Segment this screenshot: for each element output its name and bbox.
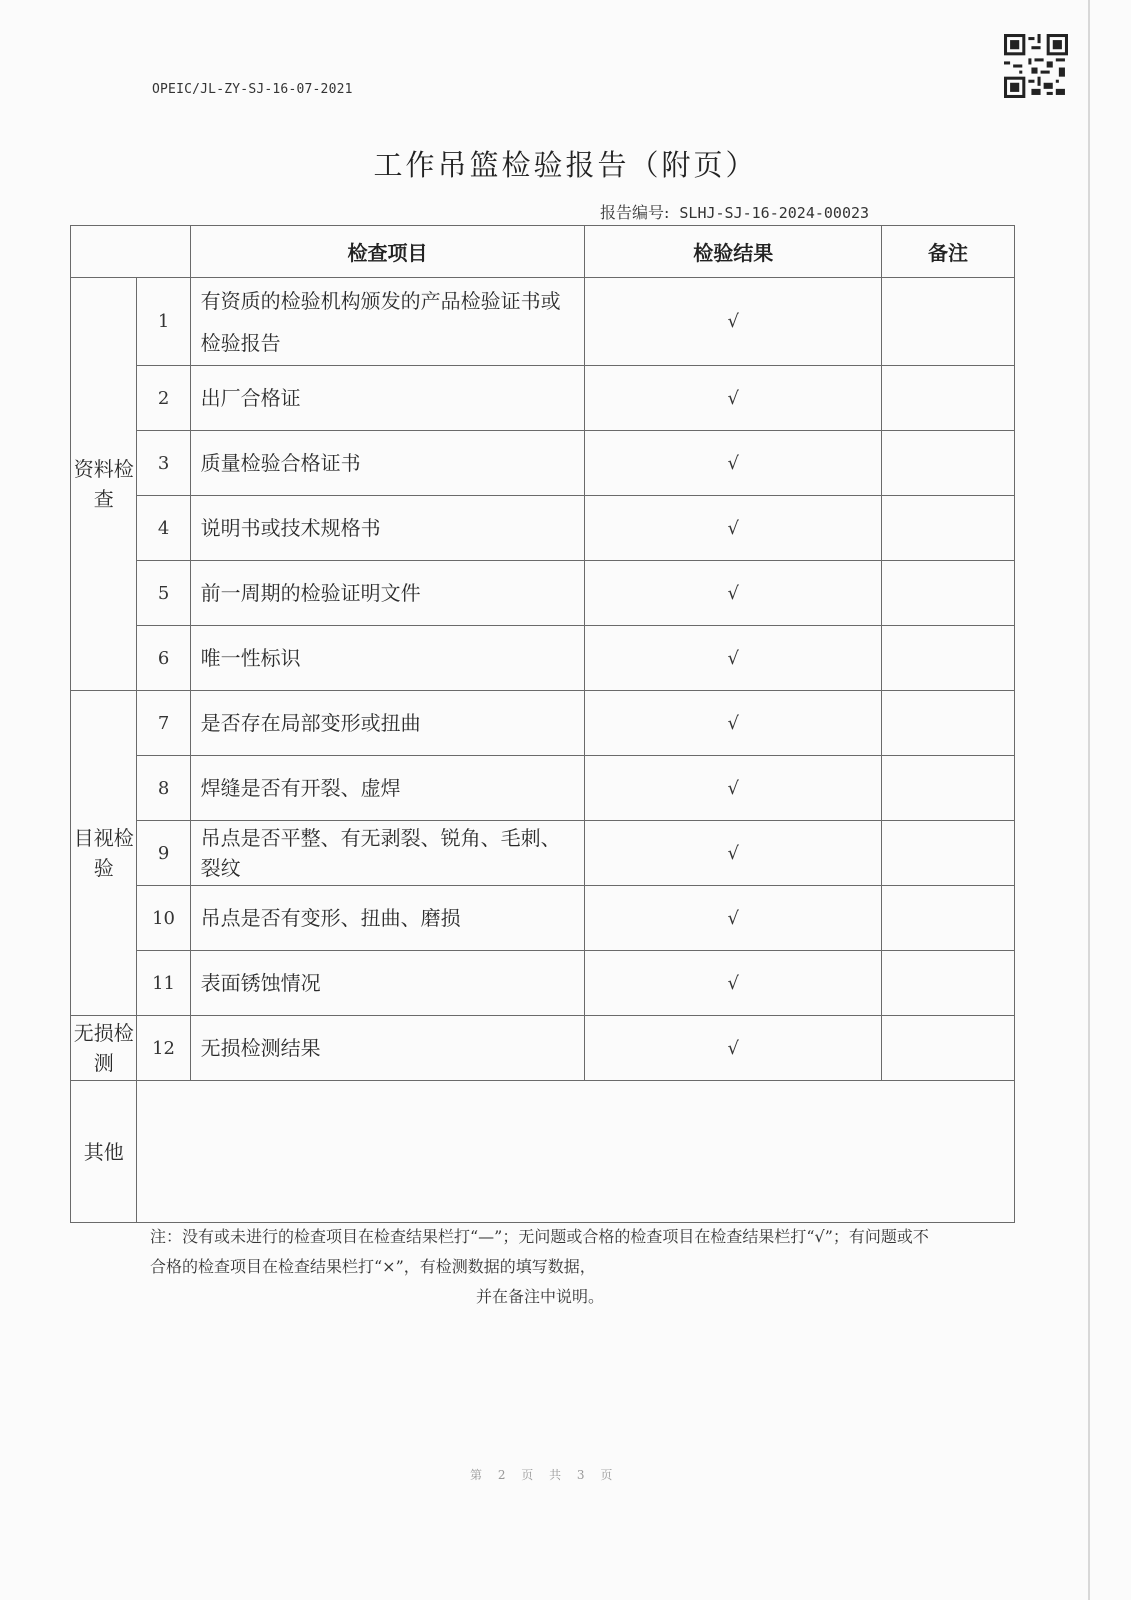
report-number	[600, 200, 869, 223]
report-number-label: 报告编号:	[600, 203, 670, 222]
row-item: 吊点是否有变形、扭曲、磨损	[190, 886, 585, 951]
row-result: √	[585, 626, 882, 691]
table-row	[71, 821, 1015, 886]
qr-code-icon	[1004, 34, 1068, 98]
row-remark	[882, 756, 1015, 821]
category-other: 其他	[71, 1081, 137, 1223]
row-remark	[882, 561, 1015, 626]
header-blank-cell	[71, 226, 191, 278]
table-row	[71, 756, 1015, 821]
row-number: 8	[137, 756, 190, 821]
footnote-text: 注：没有或未进行的检查项目在检查结果栏打“—”；无问题或合格的检查项目在检查结果栏打“√”；有问题或不合格的检查项目在检查结果栏打“×”，有检测数据的填写数据，	[150, 1227, 929, 1276]
row-remark	[882, 1016, 1015, 1081]
row-result: √	[585, 756, 882, 821]
row-item: 有资质的检验机构颁发的产品检验证书或检验报告	[190, 278, 585, 366]
table-row-other	[71, 1081, 1015, 1223]
row-remark	[882, 886, 1015, 951]
category-ndt: 无损检测	[71, 1016, 137, 1081]
table-row	[71, 366, 1015, 431]
row-item: 表面锈蚀情况	[190, 951, 585, 1016]
table-row	[71, 951, 1015, 1016]
row-result: √	[585, 951, 882, 1016]
row-item: 焊缝是否有开裂、虚焊	[190, 756, 585, 821]
row-number: 7	[137, 691, 190, 756]
row-number: 6	[137, 626, 190, 691]
table-row	[71, 431, 1015, 496]
table-row	[71, 278, 1015, 366]
row-number: 11	[137, 951, 190, 1016]
row-number: 4	[137, 496, 190, 561]
row-number: 1	[137, 278, 190, 366]
header-remark: 备注	[882, 226, 1015, 278]
row-result: √	[585, 821, 882, 886]
table-row	[71, 561, 1015, 626]
row-remark	[882, 951, 1015, 1016]
row-number: 9	[137, 821, 190, 886]
footnote-last-line: 并在备注中说明。	[475, 1287, 604, 1306]
report-number-value: SLHJ-SJ-16-2024-00023	[679, 204, 870, 222]
table-row	[71, 626, 1015, 691]
row-item: 质量检验合格证书	[190, 431, 585, 496]
row-remark	[882, 278, 1015, 366]
table-row	[71, 496, 1015, 561]
row-item: 说明书或技术规格书	[190, 496, 585, 561]
row-number: 2	[137, 366, 190, 431]
scan-edge	[1088, 0, 1090, 1600]
row-result: √	[585, 561, 882, 626]
table-row	[71, 691, 1015, 756]
row-result: √	[585, 691, 882, 756]
row-number: 5	[137, 561, 190, 626]
row-number: 12	[137, 1016, 190, 1081]
row-number: 10	[137, 886, 190, 951]
row-result: √	[585, 496, 882, 561]
row-item: 无损检测结果	[190, 1016, 585, 1081]
row-remark	[882, 626, 1015, 691]
row-result: √	[585, 278, 882, 366]
row-item: 出厂合格证	[190, 366, 585, 431]
row-number: 3	[137, 431, 190, 496]
row-item: 吊点是否平整、有无剥裂、锐角、毛刺、裂纹	[190, 821, 585, 886]
category-docs: 资料检查	[71, 278, 137, 691]
header-result: 检验结果	[585, 226, 882, 278]
row-remark	[882, 431, 1015, 496]
row-result: √	[585, 1016, 882, 1081]
page-number: 第 2 页 共 3 页	[470, 1468, 619, 1482]
table-row	[71, 886, 1015, 951]
row-remark	[882, 496, 1015, 561]
category-visual: 目视检验	[71, 691, 137, 1016]
row-remark	[882, 821, 1015, 886]
report-title: 工作吊篮检验报告（附页）	[373, 148, 758, 182]
inspection-table	[70, 225, 1015, 1223]
table-row	[71, 1016, 1015, 1081]
row-item: 前一周期的检验证明文件	[190, 561, 585, 626]
row-result: √	[585, 431, 882, 496]
table-header-row	[71, 226, 1015, 278]
row-item: 是否存在局部变形或扭曲	[190, 691, 585, 756]
other-content-cell	[137, 1081, 1015, 1223]
row-result: √	[585, 886, 882, 951]
header-item: 检查项目	[190, 226, 585, 278]
row-result: √	[585, 366, 882, 431]
row-item: 唯一性标识	[190, 626, 585, 691]
footnote	[150, 1222, 930, 1312]
row-remark	[882, 366, 1015, 431]
row-remark	[882, 691, 1015, 756]
document-code: OPEIC/JL-ZY-SJ-16-07-2021	[152, 82, 353, 97]
